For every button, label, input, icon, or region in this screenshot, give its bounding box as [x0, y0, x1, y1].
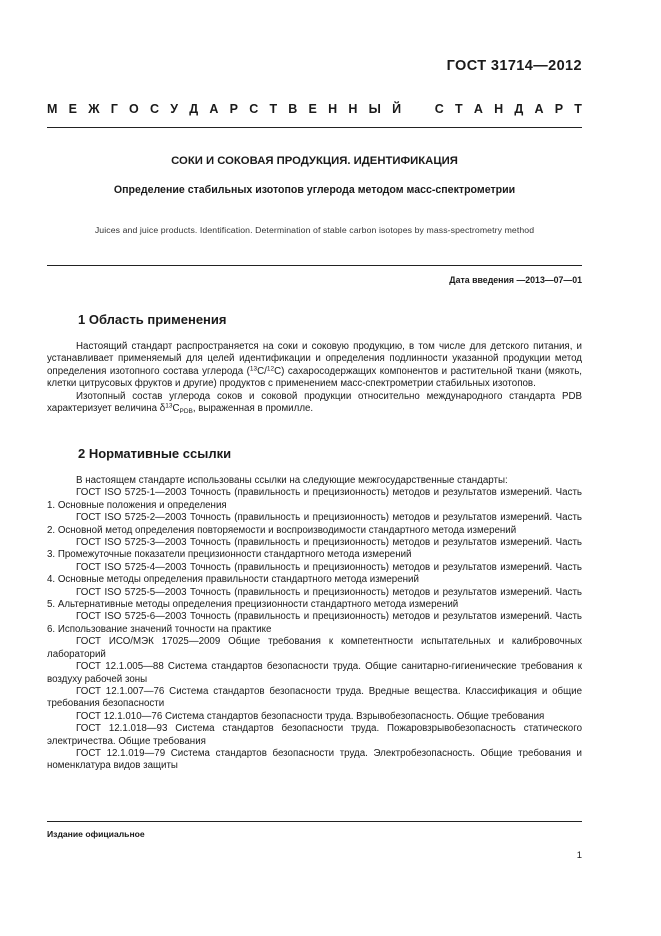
- reference-item: ГОСТ ISO 5725-5—2003 Точность (правильность и прецизионность) методов и результатов измерений. Часть 5. Альтернативные методы определения прецизионности стандартного метода измерений: [47, 586, 582, 611]
- banner-letter: Е: [308, 102, 317, 116]
- banner-letter: Т: [269, 102, 278, 116]
- banner-letter: С: [434, 102, 444, 116]
- banner-letter: С: [249, 102, 259, 116]
- section-scope-text: [47, 341, 582, 415]
- paragraph: В настоящем стандарте использованы ссылки на следующие межгосударственные стандарты:: [76, 475, 508, 486]
- interstate-standard-banner: [47, 102, 582, 116]
- paragraph: Настоящий стандарт распространяется на соки и соковую продукцию, в том числе для детского питания, и устанавливает применяемый для целей идентификации и определения подлинности указанной продукции метод определения изотопного состава углерода ($^{13}$C/$^{12}$C) сахаросодержащих компонентов и растительной ткани (мякоть, клетки цитрусовых фруктов и другие) продуктов с применением масс-спектрометрии стабильных изотопов.: [47, 341, 582, 390]
- banner-letter: А: [209, 102, 219, 116]
- banner-letter: Г: [110, 102, 118, 116]
- banner-letter: Ы: [368, 102, 381, 116]
- reference-item: ГОСТ 12.1.019—79 Система стандартов безопасности труда. Электробезопасность. Общие требования и номенклатура видов защиты: [47, 747, 582, 772]
- banner-letter: Е: [68, 102, 77, 116]
- banner-letter: Ж: [88, 102, 100, 116]
- reference-item: ГОСТ 12.1.018—93 Система стандартов безопасности труда. Пожаровзрывобезопасность статического электричества. Общие требования: [47, 723, 582, 747]
- banner-letter: А: [534, 102, 544, 116]
- banner-letter: С: [150, 102, 160, 116]
- banner-letter: А: [473, 102, 483, 116]
- title-rule: [47, 265, 582, 266]
- standard-title: СОКИ И СОКОВАЯ ПРОДУКЦИЯ. ИДЕНТИФИКАЦИЯ: [171, 155, 458, 167]
- reference-item: ГОСТ ИСО/МЭК 17025—2009 Общие требования к компетентности испытательных и калибровочных лабораторий: [47, 636, 582, 660]
- banner-letter: Т: [574, 102, 582, 116]
- introduction-date: Дата введения —2013—07—01: [449, 275, 582, 285]
- standard-subtitle: Определение стабильных изотопов углерода методом масс-спектрометрии: [113, 184, 516, 196]
- banner-letter: Т: [454, 102, 463, 116]
- banner-letter: Й: [392, 102, 402, 116]
- official-edition-label: Издание официальное: [47, 829, 145, 839]
- banner-letter: В: [288, 102, 298, 116]
- reference-item: ГОСТ ISO 5725-6—2003 Точность (правильность и прецизионность) методов и результатов измерений. Часть 6. Использование значений точности на практике: [47, 611, 582, 635]
- page-number: 1: [576, 850, 582, 861]
- banner-letter: О: [129, 102, 139, 116]
- document-number: ГОСТ 31714—2012: [446, 58, 582, 74]
- section-references-text: [47, 475, 582, 773]
- banner-letter: Н: [494, 102, 504, 116]
- section-heading-references: 2 Нормативные ссылки: [78, 446, 232, 461]
- reference-item: ГОСТ ISO 5725-2—2003 Точность (правильность и прецизионность) методов и результатов измерений. Часть 2. Основной метод определения повторяемости и воспроизводимости стандартного метода измерений: [47, 512, 582, 536]
- banner-letter: Д: [189, 102, 199, 116]
- banner-letter: М: [47, 102, 58, 116]
- reference-item: ГОСТ 12.1.007—76 Система стандартов безопасности труда. Вредные вещества. Классификация и общие требования безопасности: [47, 685, 582, 710]
- header-rule: [47, 127, 582, 128]
- banner-letter: Р: [554, 102, 564, 116]
- banner-letter: Н: [328, 102, 338, 116]
- banner-letter: Р: [229, 102, 238, 116]
- reference-item: ГОСТ ISO 5725-4—2003 Точность (правильность и прецизионность) методов и результатов измерений. Часть 4. Основные методы определения правильности стандартного метода измерений: [47, 561, 582, 586]
- footer-rule: [47, 821, 582, 822]
- banner-letter: Д: [514, 102, 524, 116]
- banner-letter: Н: [348, 102, 358, 116]
- english-title: Juices and juice products. Identification. Determination of stable carbon isotopes by mass-spectrometry method: [94, 225, 535, 235]
- reference-item: ГОСТ ISO 5725-1—2003 Точность (правильность и прецизионность) методов и результатов измерений. Часть 1. Основные положения и определения: [47, 487, 582, 511]
- reference-item: ГОСТ 12.1.010—76 Система стандартов безопасности труда. Взрывобезопасность. Общие требования: [76, 710, 545, 722]
- paragraph: Изотопный состав углерода соков и соковой продукции относительно международного стандарта PDB характеризует величина $\delta^{13}C_{PDB}$, выраженная в промилле.: [47, 390, 582, 416]
- section-heading-scope: 1 Область применения: [78, 312, 227, 327]
- reference-item: ГОСТ ISO 5725-3—2003 Точность (правильность и прецизионность) методов и результатов измерений. Часть 3. Промежуточные показатели прецизионности стандартного метода измерений: [47, 537, 582, 561]
- reference-item: ГОСТ 12.1.005—88 Система стандартов безопасности труда. Общие санитарно-гигиенические требования к воздуху рабочей зоны: [47, 661, 582, 685]
- banner-letter: У: [170, 102, 179, 116]
